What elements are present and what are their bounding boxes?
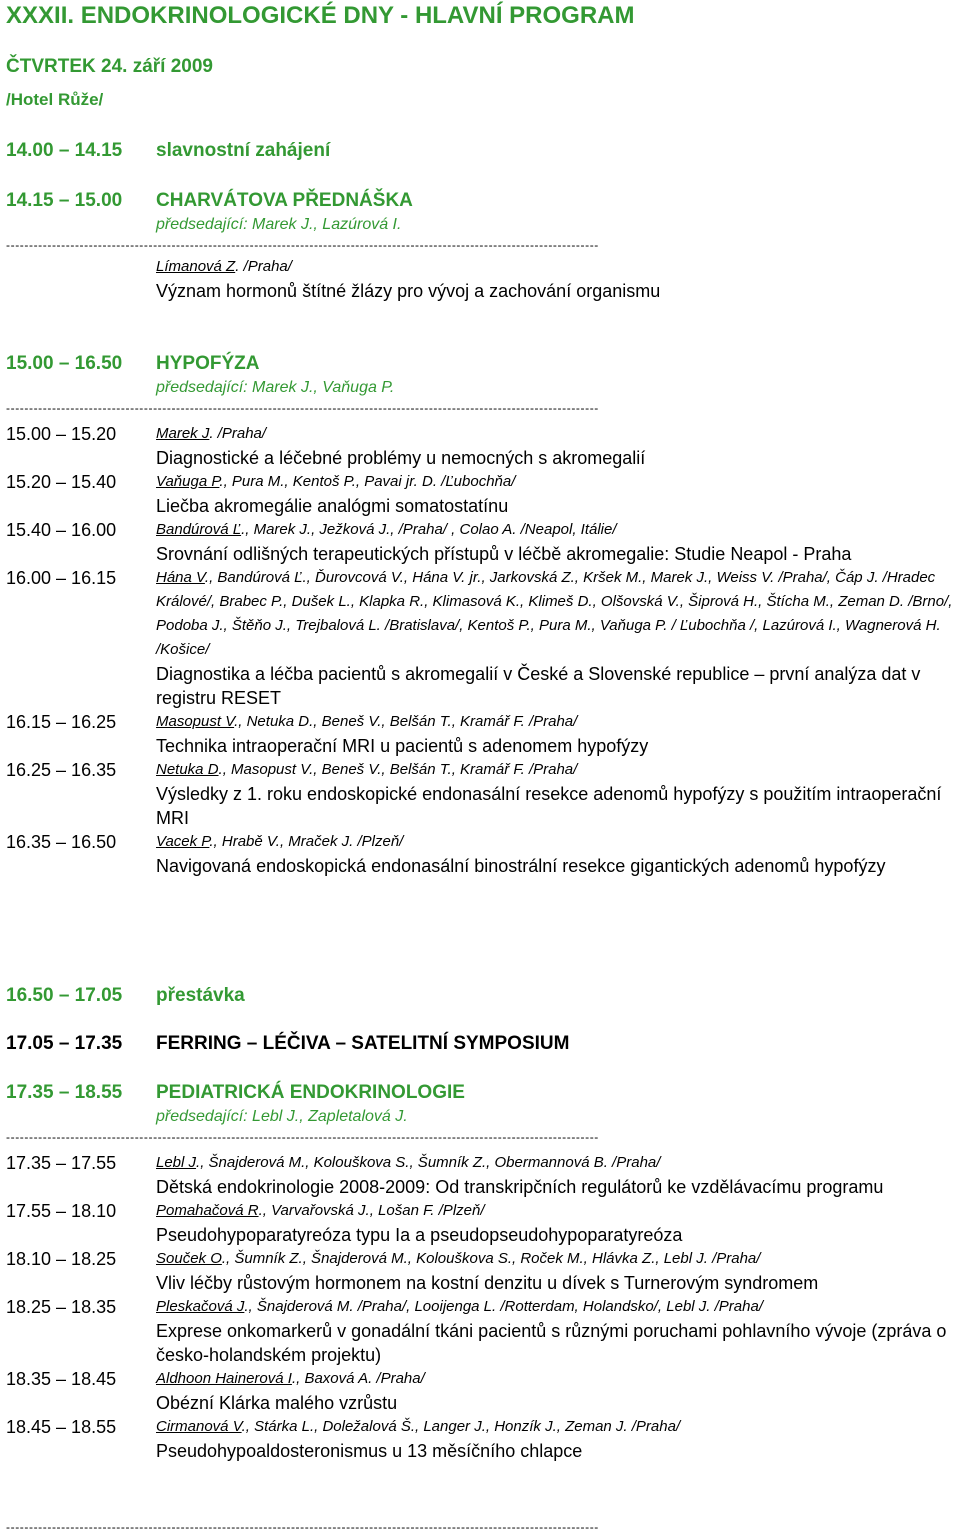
other-authors: ., Masopust V., Beneš V., Belšán T., Kramář F. /Praha/	[218, 761, 578, 778]
break-label: přestávka	[156, 985, 245, 1006]
talk	[6, 255, 960, 303]
session-title: PEDIATRICKÁ ENDOKRINOLOGIE	[156, 1082, 465, 1103]
talk-title: Pseudohypoparatyreóza typu Ia a pseudopseudohypoparatyreóza	[156, 1225, 683, 1245]
other-authors: ., Stárka L., Doležalová Š., Langer J., Honzík J., Zeman J. /Praha/	[241, 1418, 681, 1435]
session-time: 15.00 – 16.50	[6, 353, 123, 374]
talk-time: 17.55 – 18.10	[6, 1201, 117, 1221]
session-time: 17.35 – 18.55	[6, 1082, 123, 1103]
opening-label: slavnostní zahájení	[156, 140, 331, 161]
talk-list	[6, 255, 960, 303]
talk-time: 16.25 – 16.35	[6, 760, 117, 780]
talk-time: 15.40 – 16.00	[6, 520, 117, 540]
page-title: XXXII. ENDOKRINOLOGICKÉ DNY - HLAVNÍ PROGRAM	[6, 2, 635, 29]
talk-authors	[156, 1367, 960, 1391]
first-author: Masopust V	[156, 713, 235, 730]
talk-title: Diagnostické a léčebné problémy u nemocných s akromegalií	[156, 448, 646, 468]
first-author: Vacek P	[156, 833, 210, 850]
talk-time: 18.25 – 18.35	[6, 1297, 117, 1317]
talk-authors	[156, 566, 960, 662]
talk-authors	[156, 1199, 960, 1223]
other-authors: ., Šumník Z., Šnajderová M., Kolouškova S., Roček M., Hlávka Z., Lebl J. /Praha/	[221, 1250, 761, 1267]
talk-list	[6, 1151, 960, 1463]
talk-title: Obézní Klárka malého vzrůstu	[156, 1393, 398, 1413]
talk-title: Výsledky z 1. roku endoskopické endonasální resekce adenomů hypofýzy s použitím intraoperační MRI	[156, 784, 942, 828]
other-authors: ., Šnajderová M., Kolouškova S., Šumník Z., Obermannová B. /Praha/	[196, 1154, 661, 1171]
talk	[6, 1295, 960, 1367]
talk-time: 18.45 – 18.55	[6, 1417, 117, 1437]
session-title: HYPOFÝZA	[156, 353, 260, 374]
talk	[6, 1367, 960, 1415]
talk-title: Exprese onkomarkerů v gonadální tkáni pacientů s různými poruchami pohlavního vývoje (zpráva o česko-holandském projektu)	[156, 1321, 947, 1365]
talk-time: 18.10 – 18.25	[6, 1249, 117, 1269]
talk-title: Dětská endokrinologie 2008-2009: Od transkripčních regulátorů ke vzdělávacímu programu	[156, 1177, 884, 1197]
first-author: Pleskačová J	[156, 1298, 245, 1315]
talk	[6, 422, 960, 470]
talk-time: 15.00 – 15.20	[6, 424, 117, 444]
symposium-label: FERRING – LÉČIVA – SATELITNÍ SYMPOSIUM	[156, 1033, 570, 1054]
talk-list	[6, 422, 960, 878]
talk	[6, 830, 960, 878]
first-author: Souček O	[156, 1250, 222, 1267]
talk-time: 15.20 – 15.40	[6, 472, 117, 492]
talk	[6, 710, 960, 758]
talk-time: 18.35 – 18.45	[6, 1369, 117, 1389]
talk	[6, 758, 960, 830]
talk-time: 16.15 – 16.25	[6, 712, 117, 732]
talk	[6, 1151, 960, 1199]
venue: /Hotel Růže/	[6, 90, 104, 109]
program-date: ČTVRTEK 24. září 2009	[6, 56, 213, 77]
first-author: Aldhoon Hainerová I	[156, 1370, 292, 1387]
separator-line: ---------------------------------------------------------------------------------------------------------------------------------	[6, 401, 599, 415]
talk-title: Srovnání odlišných terapeutických přístupů v léčbě akromegalie: Studie Neapol - Praha	[156, 544, 852, 564]
other-authors: ., Baxová A. /Praha/	[291, 1370, 425, 1387]
other-authors: ., Šnajderová M. /Praha/, Looijenga L. /Rotterdam, Holandsko/, Lebl J. /Praha/	[244, 1298, 763, 1315]
session-chairs: předsedající: Marek J., Vaňuga P.	[156, 379, 395, 396]
symposium-time: 17.05 – 17.35	[6, 1033, 123, 1054]
break-time: 16.50 – 17.05	[6, 985, 123, 1006]
first-author: Vaňuga P	[156, 473, 220, 490]
talk	[6, 566, 960, 710]
talk-time: 17.35 – 17.55	[6, 1153, 117, 1173]
talk-authors	[156, 710, 960, 734]
talk-title: Navigovaná endoskopická endonasální binostrální resekce gigantických adenomů hypofýzy	[156, 856, 886, 876]
talk-time: 16.00 – 16.15	[6, 568, 117, 588]
talk-authors	[156, 1415, 960, 1439]
talk-title: Liečba akromegálie analógmi somatostatínu	[156, 496, 509, 516]
talk-authors	[156, 1295, 960, 1319]
talk-authors	[156, 1247, 960, 1271]
talk-authors	[156, 422, 960, 446]
session-chairs: předsedající: Lebl J., Zapletalová J.	[156, 1108, 408, 1125]
other-authors: ., Pura M., Kentoš P., Pavai jr. D. /Ľubochňa/	[219, 473, 516, 490]
first-author: Bandúrová Ľ	[156, 521, 242, 538]
separator-line: ---------------------------------------------------------------------------------------------------------------------------------	[6, 238, 599, 252]
talk-title: Vliv léčby růstovým hormonem na kostní denzitu u dívek s Turnerovým syndromem	[156, 1273, 819, 1293]
other-authors: ., Netuka D., Beneš V., Belšán T., Kramář F. /Praha/	[234, 713, 578, 730]
other-authors: ., Hrabě V., Mraček J. /Plzeň/	[209, 833, 404, 850]
talk-authors	[156, 518, 960, 542]
talk-title: Diagnostika a léčba pacientů s akromegalií v České a Slovenské republice – první analýza dat v registru RESET	[156, 664, 921, 708]
talk	[6, 1199, 960, 1247]
talk	[6, 470, 960, 518]
session-chairs: předsedající: Marek J., Lazúrová I.	[156, 216, 402, 233]
talk-title: Význam hormonů štítné žlázy pro vývoj a zachování organismu	[156, 281, 661, 301]
talk-authors	[156, 470, 960, 494]
first-author: Límanová Z	[156, 258, 236, 275]
first-author: Cirmanová V	[156, 1418, 242, 1435]
talk-authors	[156, 255, 960, 279]
opening-time: 14.00 – 14.15	[6, 140, 123, 161]
other-authors: . /Praha/	[235, 258, 292, 275]
talk	[6, 518, 960, 566]
talk-title: Pseudohypoaldosteronismus u 13 měsíčního chlapce	[156, 1441, 583, 1461]
talk-authors	[156, 1151, 960, 1175]
other-authors: ., Marek J., Ježková J., /Praha/ , Colao A. /Neapol, Itálie/	[241, 521, 617, 538]
first-author: Lebl J	[156, 1154, 197, 1171]
talk-time: 16.35 – 16.50	[6, 832, 117, 852]
talk-time	[6, 255, 156, 303]
session-title: CHARVÁTOVA PŘEDNÁŠKA	[156, 190, 413, 211]
talk-authors	[156, 758, 960, 782]
talk-authors	[156, 830, 960, 854]
talk-title: Technika intraoperační MRI u pacientů s adenomem hypofýzy	[156, 736, 649, 756]
first-author: Hána V	[156, 569, 205, 586]
separator-line: ---------------------------------------------------------------------------------------------------------------------------------	[6, 1130, 599, 1144]
talk	[6, 1247, 960, 1295]
other-authors: ., Bandúrová Ľ., Ďurovcová V., Hána V. jr., Jarkovská Z., Kršek M., Marek J., Weiss V. /Praha/, Čáp J. /Hradec Králové/, Brabec P., Dušek L., Klapka R., Klimasová K., Klimeš D., Olšovská V., Šiprová H., Štícha M., Zeman D. /Brno/, Podoba J., Štěňo J., Trejbalová L. /Bratislava/, Kentoš P., Pura M., Vaňuga P. / Ľubochňa /, Lazúrová I., Wagnerová H. /Košice/	[156, 569, 953, 658]
session-time: 14.15 – 15.00	[6, 190, 123, 211]
talk	[6, 1415, 960, 1463]
other-authors: ., Varvařovská J., Lošan F. /Plzeň/	[258, 1202, 485, 1219]
first-author: Pomahačová R	[156, 1202, 259, 1219]
other-authors: . /Praha/	[209, 425, 267, 442]
first-author: Marek J	[156, 425, 210, 442]
first-author: Netuka D	[156, 761, 219, 778]
separator-line: ---------------------------------------------------------------------------------------------------------------------------------	[6, 1520, 599, 1534]
